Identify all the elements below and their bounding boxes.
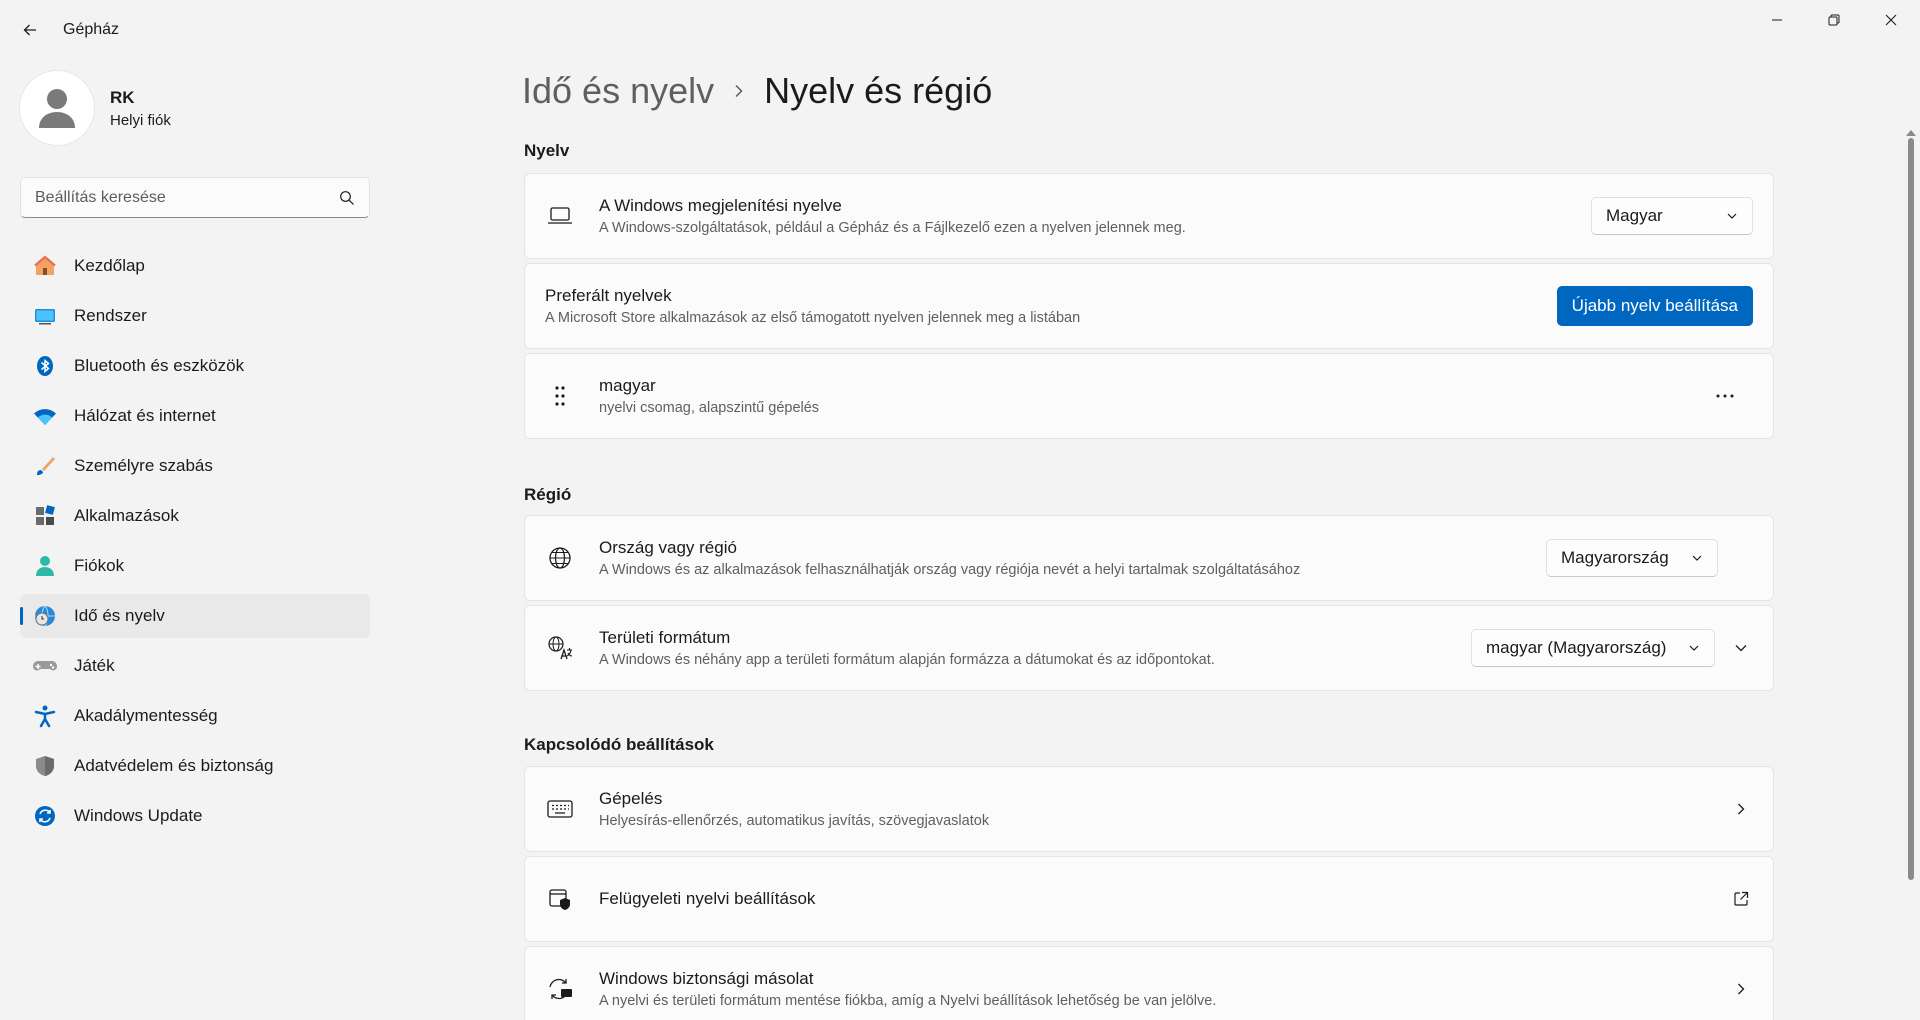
section-title-related: Kapcsolódó beállítások (524, 735, 714, 754)
language-list-item (524, 353, 1774, 439)
regional-format-dropdown[interactable] (1471, 629, 1715, 667)
restore-icon (1828, 14, 1840, 26)
sidebar-item-system[interactable] (20, 294, 370, 338)
sidebar-item-personalization[interactable] (20, 444, 370, 488)
chevron-down-icon (1688, 642, 1700, 654)
wifi-icon (32, 403, 58, 429)
scroll-up-icon[interactable] (1906, 130, 1916, 136)
person-avatar-icon (37, 86, 77, 130)
app-title: Gépház (63, 21, 120, 38)
update-icon (32, 803, 58, 829)
close-icon (1885, 14, 1897, 26)
windows-backup-card[interactable] (524, 946, 1774, 1020)
navigate-button[interactable] (1723, 971, 1759, 1007)
close-button[interactable] (1862, 0, 1920, 40)
card-title: Területi formátum (599, 628, 731, 647)
drag-handle-icon[interactable] (547, 383, 573, 409)
display-language-dropdown[interactable] (1591, 197, 1753, 235)
sidebar-item-label: Akadálymentesség (74, 706, 218, 725)
backup-icon (547, 976, 573, 1002)
chevron-right-icon (732, 84, 746, 98)
system-icon (32, 303, 58, 329)
country-region-card (524, 515, 1774, 601)
chevron-down-icon (1726, 210, 1738, 222)
laptop-icon (547, 203, 573, 229)
add-language-button[interactable]: Újabb nyelv beállítása (1557, 286, 1753, 326)
card-description: A nyelvi és területi formátum mentése fiókba, amíg a Nyelvi beállítások lehetőség be van jelölve. (599, 993, 1217, 1009)
keyboard-icon (547, 796, 573, 822)
globe-icon (547, 545, 573, 571)
title-bar (0, 0, 1920, 60)
page-title: Nyelv és régió (764, 70, 993, 111)
card-title: Felügyeleti nyelvi beállítások (599, 889, 816, 908)
card-description: A Windows és az alkalmazások felhasználhatják ország vagy régiója nevét a helyi tartalmak szolgáltatásához (599, 562, 1301, 578)
sidebar-item-network[interactable] (20, 394, 370, 438)
accessibility-icon (32, 703, 58, 729)
time-language-icon (32, 603, 58, 629)
sidebar-item-label: Játék (74, 656, 115, 675)
sidebar-item-label: Bluetooth és eszközök (74, 356, 245, 375)
back-arrow-icon (22, 22, 38, 38)
dropdown-value: Magyar (1606, 206, 1663, 225)
minimize-button[interactable] (1748, 0, 1806, 40)
sidebar-item-gaming[interactable] (20, 644, 370, 688)
card-title: Ország vagy régió (599, 538, 737, 557)
chevron-right-icon (1734, 802, 1748, 816)
dropdown-value: magyar (Magyarország) (1486, 638, 1667, 657)
sidebar-item-privacy[interactable] (20, 744, 370, 788)
sidebar-item-label: Adatvédelem és biztonság (74, 756, 274, 775)
profile-name: RK (110, 87, 135, 107)
back-button[interactable] (14, 14, 46, 46)
chevron-down-icon (1734, 641, 1748, 655)
typing-card[interactable] (524, 766, 1774, 852)
admin-language-settings-card[interactable] (524, 856, 1774, 942)
display-language-card (524, 173, 1774, 259)
sidebar-item-label: Személyre szabás (74, 456, 213, 475)
card-description: A Microsoft Store alkalmazások az első támogatott nyelven jelennek meg a listában (545, 310, 1081, 326)
search-input[interactable] (35, 189, 339, 207)
user-profile[interactable] (20, 70, 171, 146)
profile-account-type: Helyi fiók (110, 111, 171, 129)
card-title: Preferált nyelvek (545, 286, 672, 305)
expand-button[interactable] (1723, 630, 1759, 666)
sidebar-item-label: Idő és nyelv (74, 606, 165, 625)
search-icon[interactable] (339, 190, 355, 206)
navigate-button[interactable] (1723, 791, 1759, 827)
sidebar-item-accounts[interactable] (20, 544, 370, 588)
avatar (20, 71, 94, 145)
section-title-language: Nyelv (524, 141, 570, 160)
open-external-button[interactable] (1723, 881, 1759, 917)
breadcrumb (522, 70, 992, 112)
more-options-icon (1716, 394, 1734, 398)
card-description: A Windows és néhány app a területi formátum alapján formázza a dátumokat és az időpontokat. (599, 652, 1215, 668)
section-title-region: Régió (524, 485, 572, 504)
card-title: Gépelés (599, 789, 663, 808)
admin-shield-icon (547, 886, 573, 912)
more-options-button[interactable] (1707, 378, 1743, 414)
open-external-icon (1733, 891, 1749, 907)
sidebar-item-label: Kezdőlap (74, 256, 145, 275)
restore-button[interactable] (1805, 0, 1863, 40)
card-title: magyar (599, 376, 656, 395)
preferred-languages-card (524, 263, 1774, 349)
breadcrumb-parent[interactable]: Idő és nyelv (522, 70, 715, 111)
sidebar-item-label: Hálózat és internet (74, 406, 216, 425)
gamepad-icon (32, 653, 58, 679)
home-icon (32, 253, 58, 279)
sidebar-item-home[interactable] (20, 244, 370, 288)
minimize-icon (1771, 14, 1783, 26)
sidebar-item-time-language[interactable] (20, 594, 370, 638)
sidebar-nav (20, 244, 370, 844)
card-title: Windows biztonsági másolat (599, 969, 814, 988)
card-description: nyelvi csomag, alapszintű gépelés (599, 400, 820, 416)
sidebar-item-label: Windows Update (74, 806, 203, 825)
country-dropdown[interactable] (1546, 539, 1718, 577)
card-title: A Windows megjelenítési nyelve (599, 196, 842, 215)
sidebar-item-accessibility[interactable] (20, 694, 370, 738)
sidebar-item-bluetooth[interactable] (20, 344, 370, 388)
brush-icon (32, 453, 58, 479)
dropdown-value: Magyarország (1561, 548, 1669, 567)
sidebar-item-windows-update[interactable] (20, 794, 370, 838)
bluetooth-icon (32, 353, 58, 379)
sidebar-item-apps[interactable] (20, 494, 370, 538)
person-icon (32, 553, 58, 579)
sidebar-item-label: Rendszer (74, 306, 147, 325)
apps-icon (32, 503, 58, 529)
sidebar-item-label: Fiókok (74, 556, 125, 575)
card-description: A Windows-szolgáltatások, például a Gépház és a Fájlkezelő ezen a nyelven jelennek meg. (599, 220, 1186, 236)
chevron-down-icon (1691, 552, 1703, 564)
regional-format-icon (547, 635, 573, 661)
chevron-right-icon (1734, 982, 1748, 996)
search-box[interactable] (20, 177, 370, 218)
scrollbar-thumb[interactable] (1908, 138, 1914, 880)
sidebar-item-label: Alkalmazások (74, 506, 179, 525)
card-description: Helyesírás-ellenőrzés, automatikus javítás, szövegjavaslatok (599, 813, 990, 829)
shield-icon (32, 753, 58, 779)
regional-format-card[interactable] (524, 605, 1774, 691)
